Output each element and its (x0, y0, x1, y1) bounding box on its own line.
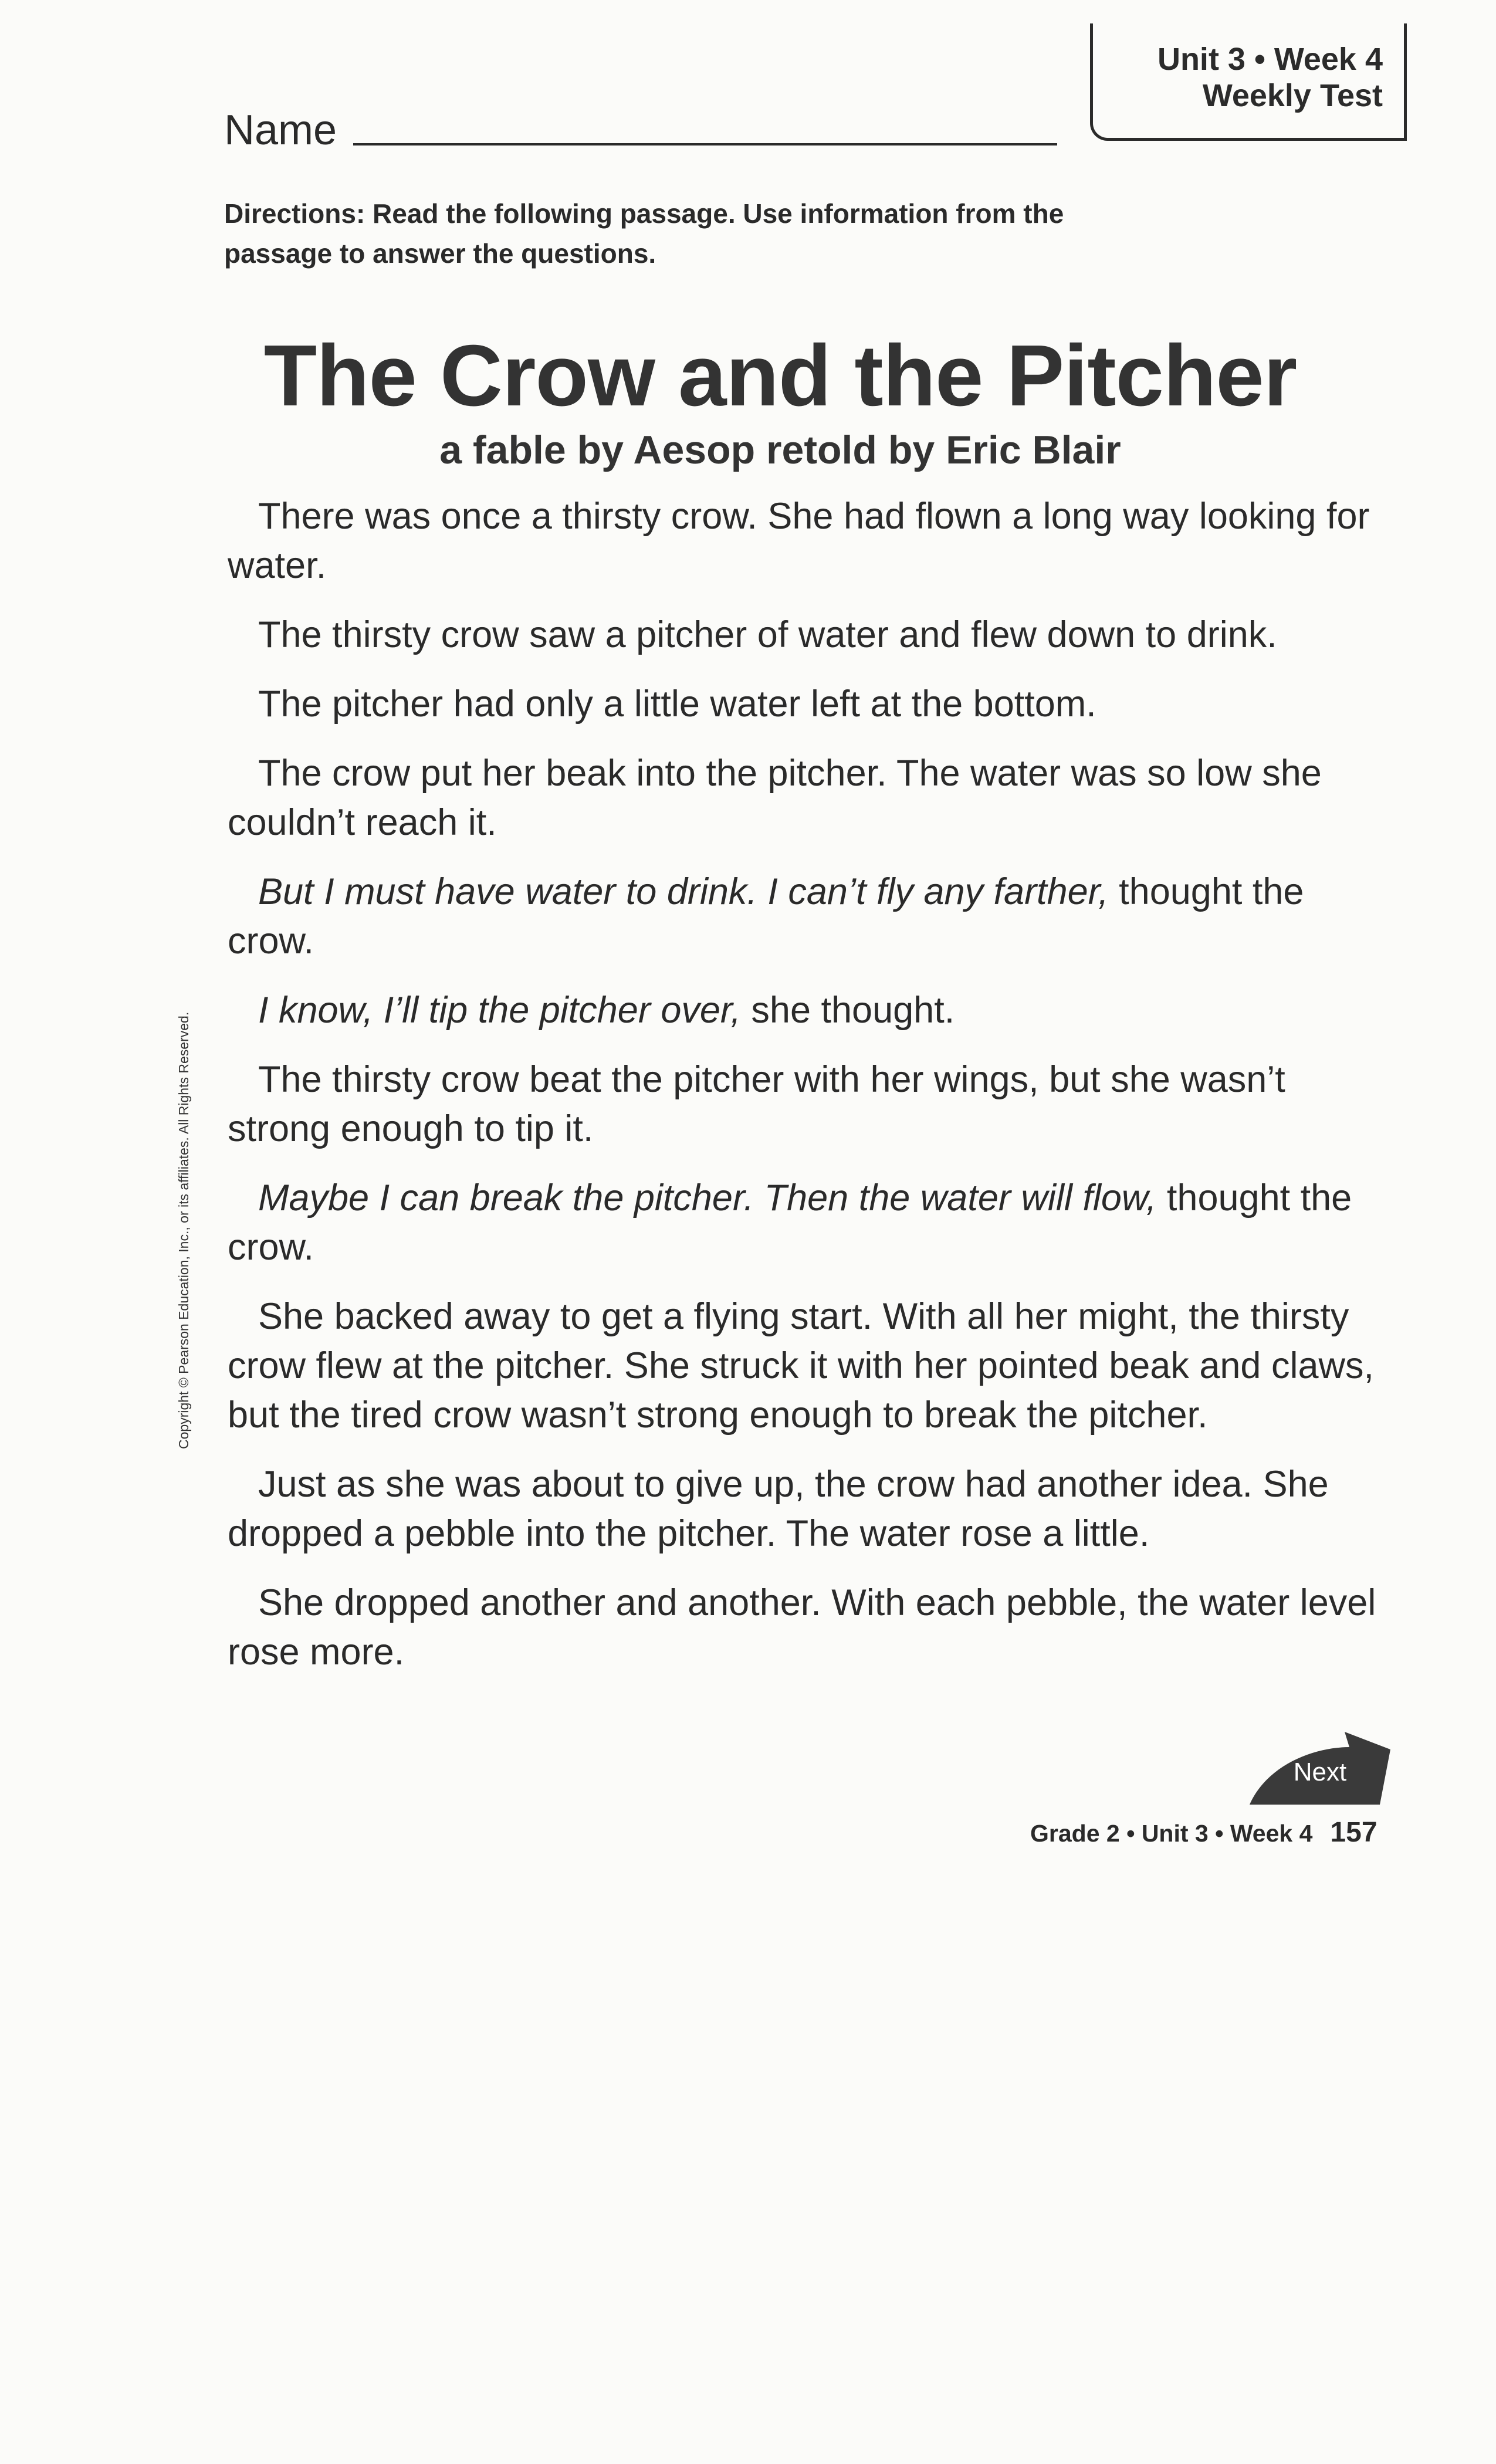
name-field[interactable] (353, 143, 1057, 145)
weekly-test-label: Weekly Test (1202, 78, 1383, 113)
passage-paragraph (228, 867, 1377, 966)
name-row (224, 107, 1057, 154)
directions: Directions: Read the following passage. Use information from the passage to answer the questions. (224, 198, 1064, 269)
unit-week-label: Unit 3 • Week 4 (1157, 42, 1383, 77)
passage-paragraph: Just as she was about to give up, the crow had another idea. She dropped a pebble into the pitcher. The water rose a little. (228, 1464, 1329, 1554)
page-footer (1030, 1816, 1377, 1849)
italic-thought: I know, I’ll tip the pitcher over, (258, 990, 741, 1031)
italic-thought: But I must have water to drink. I can’t fly any farther, (258, 871, 1109, 912)
passage-paragraph (228, 986, 1377, 1035)
page-title: The Crow and the Pitcher (263, 327, 1297, 424)
page-subtitle: a fable by Aesop retold by Eric Blair (439, 428, 1121, 472)
passage-paragraph: The thirsty crow saw a pitcher of water and flew down to drink. (258, 614, 1277, 655)
name-label: Name (224, 107, 337, 154)
passage-paragraph: She dropped another and another. With each pebble, the water level rose more. (228, 1582, 1376, 1673)
passage-paragraph (228, 1173, 1377, 1272)
passage-paragraph: The thirsty crow beat the pitcher with her wings, but she wasn’t strong enough to tip it. (228, 1059, 1285, 1149)
passage-paragraph: She backed away to get a flying start. With all her might, the thirsty crow flew at the pitcher. She struck it with her pointed beak and claws, but the tired crow wasn’t strong enough to break the pitcher. (228, 1296, 1374, 1436)
paragraph-text: she thought. (740, 990, 955, 1031)
copyright-notice: Copyright © Pearson Education, Inc., or its affiliates. All Rights Reserved. (176, 1011, 191, 1449)
paragraph-text: thought the crow. (228, 871, 1304, 962)
next-button-label[interactable]: Next (1293, 1758, 1347, 1786)
paragraph-text: thought the crow. (228, 1177, 1352, 1268)
unit-week-box (1090, 23, 1407, 141)
page-number: 157 (1330, 1817, 1377, 1848)
italic-thought: Maybe I can break the pitcher. Then the water will flow, (258, 1177, 1157, 1219)
passage-paragraph: The crow put her beak into the pitcher. The water was so low she couldn’t reach it. (228, 753, 1322, 843)
passage-paragraph: There was once a thirsty crow. She had flown a long way looking for water. (228, 496, 1370, 586)
grade-info: Grade 2 • Unit 3 • Week 4 (1030, 1820, 1313, 1847)
passage (228, 492, 1377, 1697)
passage-paragraph: The pitcher had only a little water left at the bottom. (258, 683, 1096, 725)
